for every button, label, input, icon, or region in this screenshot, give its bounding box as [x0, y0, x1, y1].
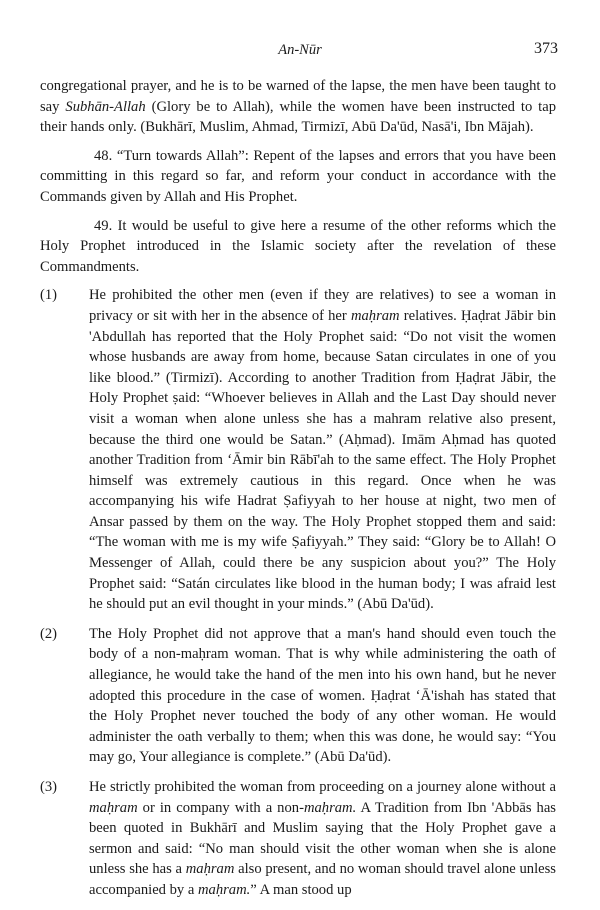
page-number: 373	[534, 40, 558, 57]
list-item-number: (1)	[40, 287, 58, 304]
text-run: A Tradition from Ibn 'Abbās has been quoted in Bukhārī and Muslim saying that the Holy Prophet gave a sermon and said: “No man should visit the other woman when she is alone unless she has a	[89, 799, 556, 878]
text-run: The Holy Prophet did not approve that a man's hand should even touch the body of a non-maḥram woman. That is why while administering the oath of allegiance, he would take the hand of the men into his own hand, but he never adopted this procedure in the case of women. Ḥaḍrat ‘Ā'ishah has stated that the Holy Prophet never touched the body of any other woman. He would administer the oath verbally to them; when this was done, he would say: “You may go, Your allegiance is complete.” (Abū Da'ūd).	[89, 625, 556, 766]
italic-term: maḥram.	[198, 881, 251, 898]
paragraph-note-49	[40, 216, 556, 278]
running-header	[0, 40, 600, 64]
italic-term: maḥram	[350, 307, 400, 324]
italic-term: maḥram.	[303, 799, 357, 816]
list-item-text	[89, 624, 556, 768]
text-run: congregational prayer, and he is to be warned of the lapse, the men have been taught to say	[40, 78, 556, 115]
text-run: 49. It would be useful to give here a resume of the other reforms which the Holy Prophet introduced in the Islamic society after the revelation of these Commandments.	[40, 217, 556, 275]
list-item-3	[40, 777, 556, 901]
list-item-text	[89, 777, 556, 901]
text-run: He strictly prohibited the woman from proceeding on a journey alone without a	[89, 779, 556, 795]
text-run: (Glory be to Allah), while the women have been instructed to tap their hands only. (Bukhārī, Muslim, Ahmad, Tirmizī, Abū Da'ūd, Nasā'i, Ibn Mājah).	[40, 98, 556, 136]
list-item-2	[40, 624, 556, 768]
text-run: He prohibited the other men (even if they are relatives) to see a woman in privacy or sit with her in the absence of her	[89, 287, 556, 324]
text-run: also present, and no woman should travel alone unless accompanied by a	[89, 861, 556, 898]
list-item-1	[40, 285, 556, 615]
italic-term: maḥram	[185, 861, 235, 878]
text-run: 48. “Turn towards Allah”: Repent of the lapses and errors that you have been committing in this regard so far, and reform your conduct in accordance with the Commands given by Allah and His Prophet.	[40, 147, 556, 205]
list-item-text	[89, 285, 556, 615]
list-item-number: (3)	[40, 779, 58, 795]
text-run: ” A man stood up	[250, 881, 352, 898]
text-run: or in company with a non-	[137, 799, 304, 816]
italic-term: Subhān-Allah	[65, 98, 146, 115]
text-run: relatives. Ḥaḍrat Jābir bin 'Abdullah has reported that the Holy Prophet said: “Do not visit the women whose husbands are away from home, because Satan circulates in one of you like blood.” (Tirmizī). According to another Tradition from Ḥaḍrat Jābir, the Holy Prophet ṣaid: “Whoever believes in Allah and the Last Day should never visit a woman when alone unless she has a mahram relative also present, because the third one would be Satan.” (Aḥmad). Imām Aḥmad has quoted another Tradition from ‘Āmir bin Rābī'ah to the same effect. The Holy Prophet himself was extremely cautious in this regard. Once when he was accompanying his wife Hadrat Ṣafiyyah to her house at night, two men of Ansar passed by them on the way. The Holy Prophet stopped them and said: “The woman with me is my wife Ṣafiyyah.” They said: “Glory be to Allah! O Messenger of Allah, could there be any suspicion about you?” The Holy Prophet said: “Satán circulates like blood in the human body; I was afraid lest he should put an evil thought in your minds.” (Abū Da'ūd).	[89, 307, 556, 613]
running-title: An-Nūr	[278, 42, 322, 58]
italic-term: maḥram	[89, 799, 138, 816]
paragraph-note-48	[40, 146, 556, 208]
paragraph-continuation	[40, 76, 556, 138]
list-item-number: (2)	[40, 625, 58, 642]
body-text	[40, 76, 556, 910]
